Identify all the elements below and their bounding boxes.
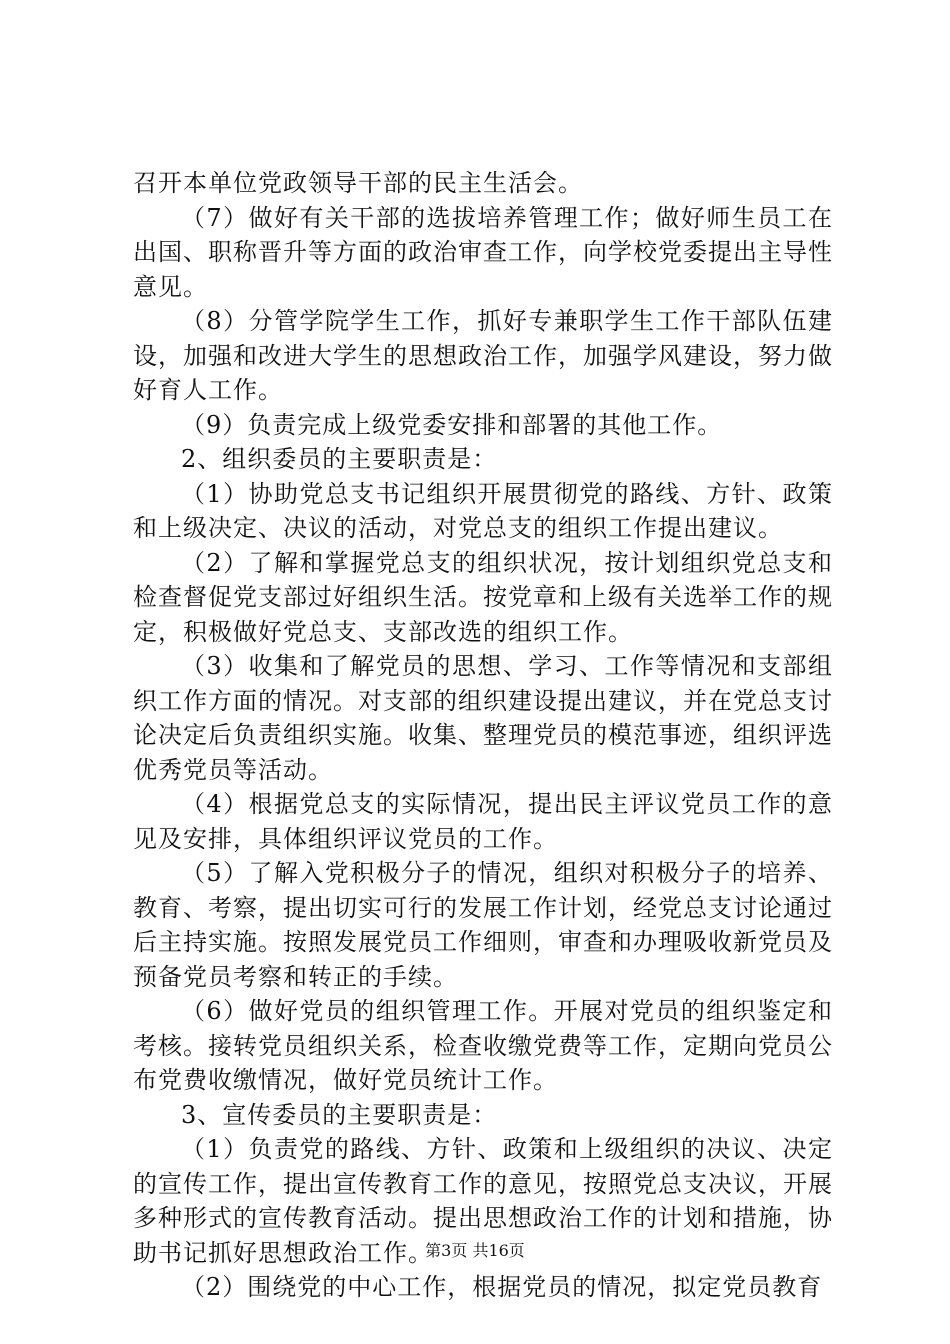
section-heading-publicity: 3、宣传委员的主要职责是： [181, 1100, 498, 1129]
paragraph-2: （7）做好有关干部的选拔培养管理工作；做好师生员工在出国、职称晋升等方面的政治审查工作，向学校党委提出主导性意见。 [133, 203, 833, 301]
paragraph-13: （1）负责党的路线、方针、政策和上级组织的决议、决定的宣传工作，提出宣传教育工作的意见，按照党总支决议，开展多种形式的宣传教育活动。提出思想政治工作的计划和措施，协助书记抓好思想政治工作。 [133, 1135, 833, 1267]
section-heading-organization: 2、组织委员的主要职责是： [181, 445, 498, 473]
paragraph-9: （4）根据党总支的实际情况，提出民主评议党员工作的意见及安排，具体组织评议党员的工作。 [133, 790, 833, 853]
paragraph-3: （8）分管学院学生工作，抓好专兼职学生工作干部队伍建设，加强和改进大学生的思想政治工作，加强学风建设，努力做好育人工作。 [133, 307, 833, 404]
paragraph-8: （3）收集和了解党员的思想、学习、工作等情况和支部组织工作方面的情况。对支部的组织建设提出建议，并在党总支讨论决定后负责组织实施。收集、整理党员的模范事迹，组织评选优秀党员等活动。 [133, 652, 833, 784]
paragraph-14: （2）围绕党的中心工作，根据党员的情况，拟定党员教育 [181, 1273, 823, 1301]
paragraph-10: （5）了解入党积极分子的情况，组织对积极分子的培养、教育、考察，提出切实可行的发展工作计划，经党总支讨论通过后主持实施。按照发展党员工作细则，审查和办理吸收新党员及预备党员考察和转正的手续。 [133, 859, 833, 991]
paragraph-4: （9）负责完成上级党委安排和部署的其他工作。 [181, 410, 723, 439]
page-footer [0, 1241, 950, 1261]
paragraph-11: （6）做好党员的组织管理工作。开展对党员的组织鉴定和考核。接转党员组织关系，检查收缴党费等工作，定期向党员公布党费收缴情况，做好党员统计工作。 [133, 997, 833, 1094]
page-number-label: 第3页 共16页 [425, 1241, 525, 1260]
paragraph-1: 召开本单位党政领导干部的民主生活会。 [133, 169, 583, 197]
paragraph-7: （2）了解和掌握党总支的组织状况，按计划组织党总支和检查督促党支部过好组织生活。按党章和上级有关选举工作的规定，积极做好党总支、支部改选的组织工作。 [133, 548, 833, 646]
paragraph-6: （1）协助党总支书记组织开展贯彻党的路线、方针、政策和上级决定、决议的活动，对党总支的组织工作提出建议。 [133, 479, 833, 542]
document-body [133, 166, 833, 1305]
